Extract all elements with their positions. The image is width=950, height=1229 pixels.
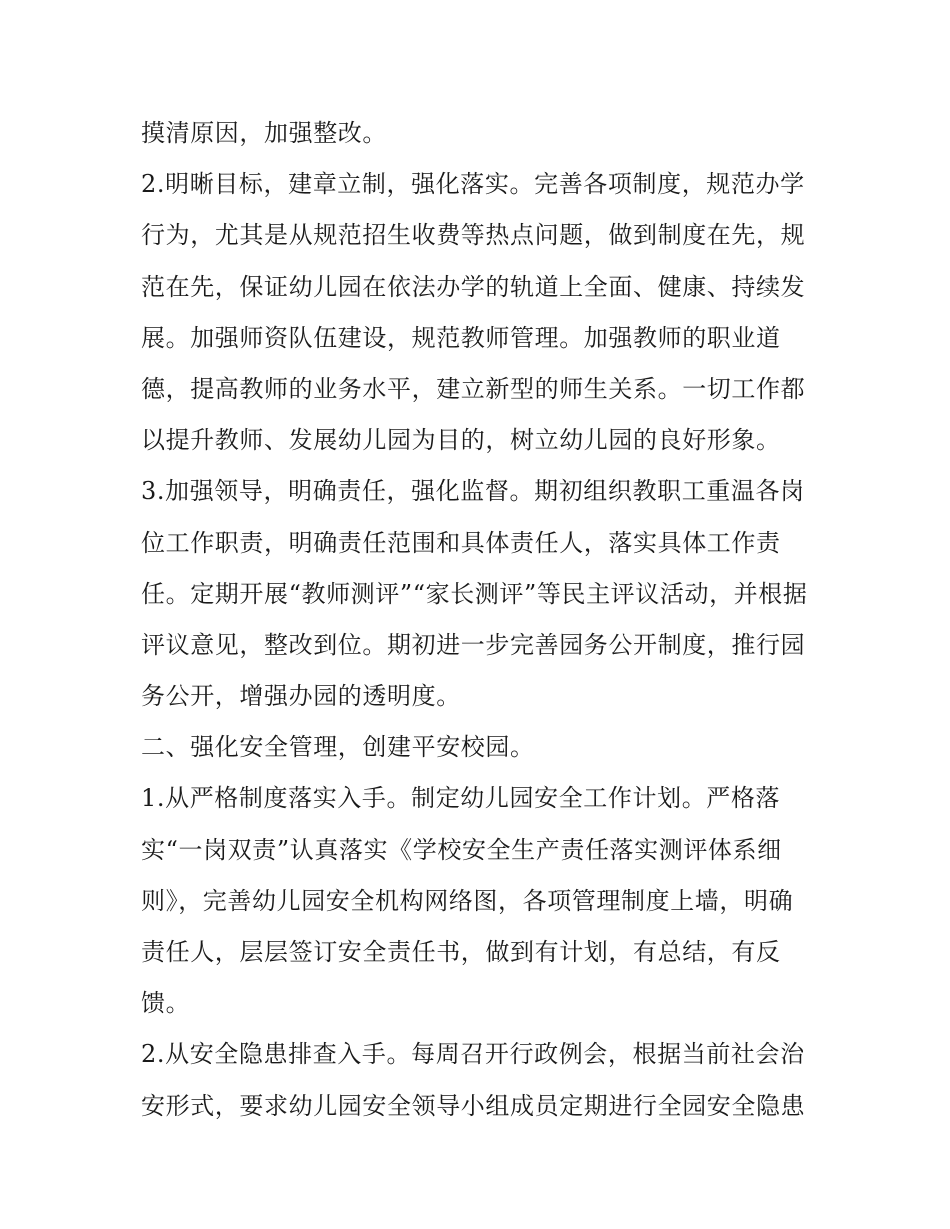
text-line: 展。加强师资队伍建设，规范教师管理。加强教师的职业道 [141,323,781,352]
text-line: 2.明晰目标，建章立制，强化落实。完善各项制度，规范办学 [141,170,805,199]
text-line: 安形式，要求幼儿园安全领导小组成员定期进行全园安全隐患 [141,1091,806,1120]
text-line: 3.加强领导，明确责任，强化监督。期初组织教职工重温各岗 [141,477,805,506]
text-line: 务公开，增强办园的透明度。 [141,682,461,711]
body-text [141,108,821,1132]
text-line: 1.从严格制度落实入手。制定幼儿园安全工作计划。严格落 [141,784,781,813]
text-line: 评议意见，整改到位。期初进一步完善园务公开制度，推行园 [141,630,806,659]
text-line: 德，提高教师的业务水平，建立新型的师生关系。一切工作都 [141,374,806,403]
text-line: 2.从安全隐患排查入手。每周召开行政例会，根据当前社会治 [141,1040,805,1069]
text-line: 馈。 [141,989,191,1018]
text-line: 实“一岗双责”认真落实《学校安全生产责任落实测评体系细 [141,835,782,864]
text-line: 任。定期开展“教师测评”“家长测评”等民主评议活动，并根据 [141,579,808,608]
text-line: 摸清原因，加强整改。 [141,119,387,147]
text-line: 行为，尤其是从规范招生收费等热点问题，做到制度在先，规 [141,221,806,250]
text-line: 范在先，保证幼儿园在依法办学的轨道上全面、健康、持续发 [141,272,806,301]
text-line: 位工作职责，明确责任范围和具体责任人，落实具体工作责 [141,528,781,557]
text-line: 责任人，层层签订安全责任书，做到有计划，有总结，有反 [141,938,781,966]
text-line: 则》，完善幼儿园安全机构网络图，各项管理制度上墙，明确 [141,886,794,915]
section-heading: 二、强化安全管理，创建平安校园。 [141,733,535,762]
text-line: 以提升教师、发展幼儿园为目的，树立幼儿园的良好形象。 [141,426,781,455]
